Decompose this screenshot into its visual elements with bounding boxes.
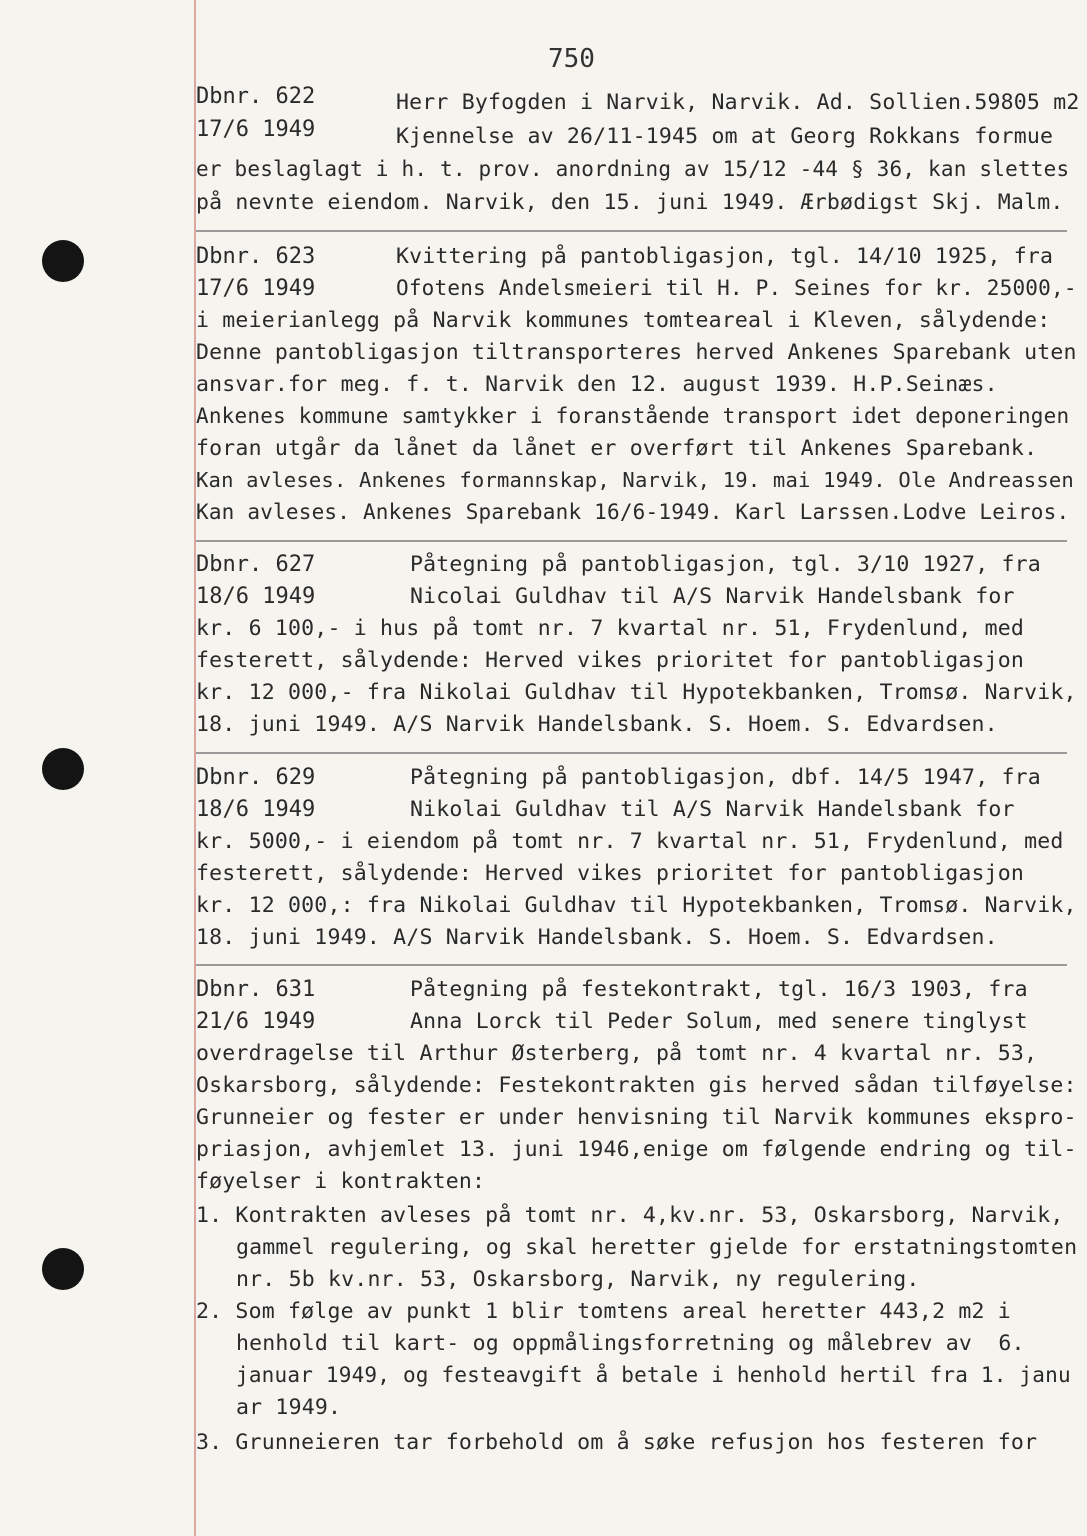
entry-line: er beslaglagt i h. t. prov. anordning av 15/12 -44 § 36, kan slettes [196,157,1070,181]
entry-date: 18/6 1949 [196,797,316,822]
entry-dbnr: Dbnr. 623 [196,244,316,269]
entry-line: 3. Grunneieren tar forbehold om å søke refusjon hos festeren for [196,1430,1038,1455]
page-number: 750 [548,44,595,74]
entry-line: nr. 5b kv.nr. 53, Oskarsborg, Narvik, ny regulering. [236,1267,920,1292]
entry-line: gammel regulering, og skal heretter gjelde for erstatningstomten [236,1235,1078,1260]
entry-line: ar 1949. [236,1395,342,1420]
entry-line: Ofotens Andelsmeieri til H. P. Seines for kr. 25000,- [396,276,1077,300]
entry-date: 17/6 1949 [196,117,316,142]
entry-divider [196,540,1067,542]
entry-line: 1. Kontrakten avleses på tomt nr. 4,kv.nr. 53, Oskarsborg, Narvik, [196,1203,1064,1228]
entry-dbnr: Dbnr. 627 [196,552,316,577]
entry-dbnr: Dbnr. 629 [196,765,316,790]
entry-line: i meierianlegg på Narvik kommunes tomteareal i Kleven, sålydende: [196,308,1051,333]
entry-line: Nicolai Guldhav til A/S Narvik Handelsbank for [410,584,1015,609]
entry-line: Ankenes kommune samtykker i foranstående transport idet deponeringen [196,404,1070,428]
entry-line: 18. juni 1949. A/S Narvik Handelsbank. S. Hoem. S. Edvardsen. [196,925,998,950]
entry-line: festerett, sålydende: Herved vikes prioritet for pantobligasjon [196,861,1025,886]
entry-line: Grunneier og fester er under henvisning til Narvik kommunes ekspro- [196,1105,1077,1130]
entry-date: 21/6 1949 [196,1009,316,1034]
entry-line: Herr Byfogden i Narvik, Narvik. Ad. Sollien.59805 m2 [396,90,1080,115]
entry-line: henhold til kart- og oppmålingsforretning og målebrev av 6. [236,1331,1025,1356]
entry-line: Oskarsborg, sålydende: Festekontrakten gis herved sådan tilføyelse: [196,1073,1077,1098]
entry-line: 18. juni 1949. A/S Narvik Handelsbank. S. Hoem. S. Edvardsen. [196,712,998,737]
entry-date: 18/6 1949 [196,584,316,609]
entry-line: 2. Som følge av punkt 1 blir tomtens areal heretter 443,2 m2 i [196,1299,1011,1324]
entry-line: kr. 5000,- i eiendom på tomt nr. 7 kvartal nr. 51, Frydenlund, med [196,829,1064,854]
entry-line: Kan avleses. Ankenes formannskap, Narvik, 19. mai 1949. Ole Andreassen [196,468,1074,492]
entry-line: foran utgår da lånet da lånet er overført til Ankenes Sparebank. [196,436,1038,461]
entry-line: festerett, sålydende: Herved vikes prioritet for pantobligasjon [196,648,1025,673]
entry-line: Kan avleses. Ankenes Sparebank 16/6-1949. Karl Larssen.Lodve Leiros. [196,500,1070,524]
entry-divider [196,752,1067,754]
entry-date: 17/6 1949 [196,276,316,301]
entry-line: Kvittering på pantobligasjon, tgl. 14/10 1925, fra [396,244,1054,269]
entry-divider [196,964,1067,966]
entry-line: ansvar.for meg. f. t. Narvik den 12. august 1939. H.P.Seinæs. [196,372,998,397]
entry-line: overdragelse til Arthur Østerberg, på tomt nr. 4 kvartal nr. 53, [196,1041,1038,1066]
entry-line: kr. 12 000,: fra Nikolai Guldhav til Hypotekbanken, Tromsø. Narvik, [196,893,1077,918]
entry-dbnr: Dbnr. 631 [196,977,316,1002]
entry-line: Påtegning på pantobligasjon, tgl. 3/10 1927, fra [410,552,1041,577]
entry-dbnr: Dbnr. 622 [196,84,316,109]
entry-line: Påtegning på pantobligasjon, dbf. 14/5 1947, fra [410,765,1041,790]
entry-line: kr. 12 000,- fra Nikolai Guldhav til Hypotekbanken, Tromsø. Narvik, [196,680,1077,705]
entry-line: priasjon, avhjemlet 13. juni 1946,enige om følgende endring og til- [196,1137,1077,1162]
entry-line: på nevnte eiendom. Narvik, den 15. juni 1949. Ærbødigst Skj. Malm. [196,190,1064,215]
entry-line: føyelser i kontrakten: [196,1169,486,1194]
punch-hole [42,1248,84,1290]
entry-line: Kjennelse av 26/11-1945 om at Georg Rokkans formue [396,124,1054,149]
entry-line: Denne pantobligasjon tiltransporteres herved Ankenes Sparebank uten [196,340,1077,365]
entry-line: kr. 6 100,- i hus på tomt nr. 7 kvartal nr. 51, Frydenlund, med [196,616,1025,641]
entry-line: Nikolai Guldhav til A/S Narvik Handelsbank for [410,797,1015,822]
entry-divider [196,230,1067,232]
punch-hole [42,240,84,282]
entry-line: Anna Lorck til Peder Solum, med senere tinglyst [410,1009,1028,1034]
entry-line: januar 1949, og festeavgift å betale i henhold hertil fra 1. janu [236,1363,1071,1387]
entry-line: Påtegning på festekontrakt, tgl. 16/3 1903, fra [410,977,1028,1002]
punch-hole [42,748,84,790]
